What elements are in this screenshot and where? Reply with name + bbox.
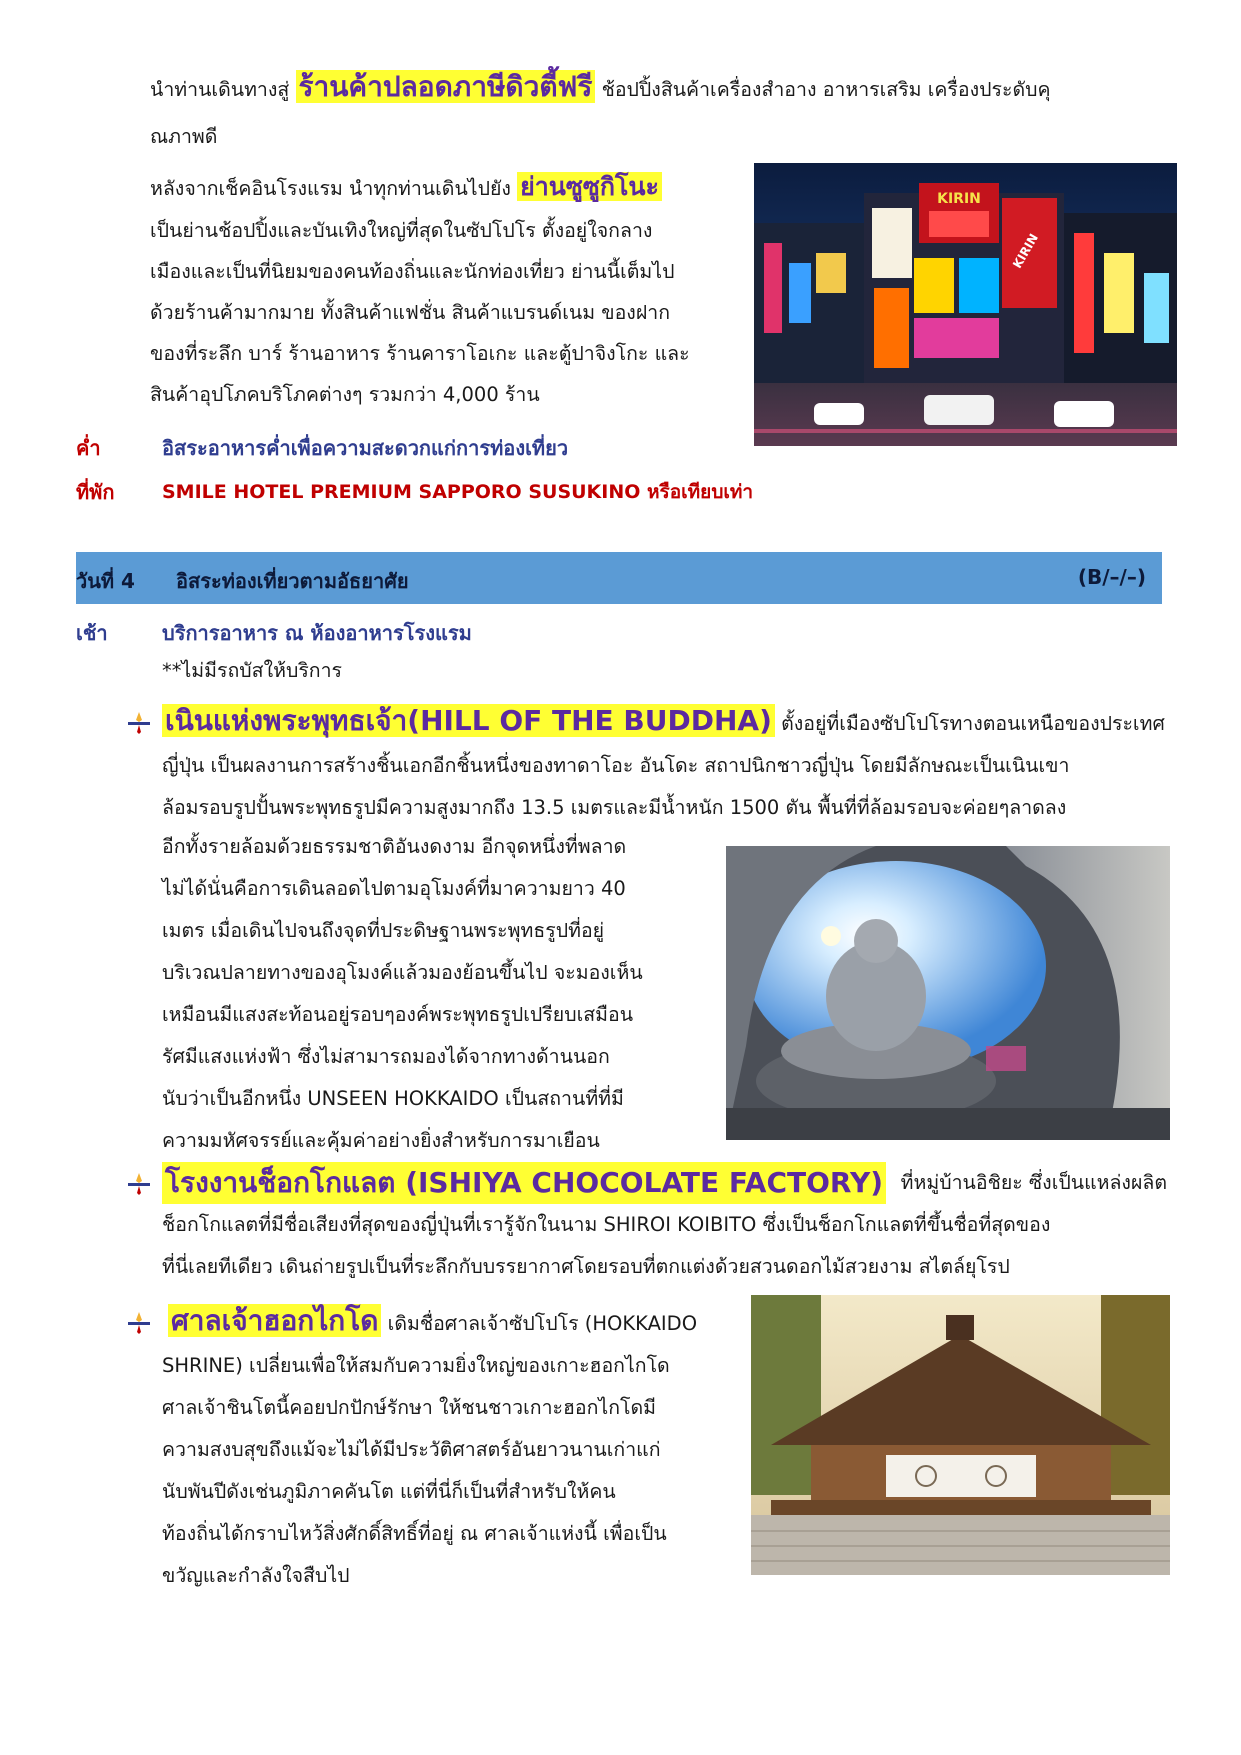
susukino-line: เมืองและเป็นที่นิยมของคนท้องถิ่นและนักท่องเที่ยว ย่านนี้เต็มไป bbox=[150, 260, 675, 283]
dinner-label: ค่ำ bbox=[76, 436, 101, 460]
hotel-name: SMILE HOTEL PREMIUM SAPPORO SUSUKINO bbox=[162, 481, 641, 503]
shrine-line: ขวัญและกำลังใจสืบไป bbox=[162, 1564, 350, 1587]
ishiya-paragraph bbox=[162, 1162, 1167, 1288]
intro-line2: ณภาพดี bbox=[150, 125, 218, 148]
ishiya-line: ที่นี่เลยทีเดียว เดินถ่ายรูปเป็นที่ระลึกกับบรรยากาศโดยรอบที่ตกแต่งด้วยสวนดอกไม้สวยงาม สไตล์ยุโรป bbox=[162, 1255, 1010, 1278]
pin-bullet-icon bbox=[126, 1310, 152, 1338]
day4-meals: (B/–/–) bbox=[1077, 565, 1146, 589]
shrine-paragraph bbox=[162, 1300, 732, 1597]
shrine-line: ความสงบสุขถึงแม้จะไม่ได้มีประวัติศาสตร์อันยาวนานเก่าแก่ bbox=[162, 1438, 661, 1461]
buddha-line: รัศมีแสงแห่งฟ้า ซึ่งไม่สามารถมองได้จากทางด้านนอก bbox=[162, 1045, 610, 1068]
kirin-sign-text: KIRIN bbox=[937, 191, 981, 207]
buddha-line: อีกทั้งรายล้อมด้วยธรรมชาติอันงดงาม อีกจุดหนึ่งที่พลาด bbox=[162, 835, 627, 858]
shrine-line: SHRINE) เปลี่ยนเพื่อให้สมกับความยิ่งใหญ่ของเกาะฮอกไกโด bbox=[162, 1354, 670, 1377]
buddha-line: เหมือนมีแสงสะท้อนอยู่รอบๆองค์พระพุทธรูปเปรียบเสมือน bbox=[162, 1003, 634, 1026]
day4-title: อิสระท่องเที่ยวตามอัธยาศัย bbox=[176, 569, 409, 593]
susukino-line: สินค้าอุปโภคบริโภคต่างๆ รวมกว่า 4,000 ร้าน bbox=[150, 383, 540, 406]
buddha-line: ความมหัศจรรย์และคุ้มค่าอย่างยิ่งสำหรับการมาเยือน bbox=[162, 1129, 600, 1152]
buddha-line: ญี่ปุ่น เป็นผลงานการสร้างชิ้นเอกอีกชิ้นหนึ่งของทาดาโอะ อันโดะ สถาปนิกชาวญี่ปุ่น โดยมีลักษณะเป็นเนินเขา bbox=[162, 754, 1070, 777]
susukino-highlight: ย่านซูซูกิโนะ bbox=[517, 172, 662, 201]
ishiya-line1: ที่หมู่บ้านอิชิยะ ซึ่งเป็นแหล่งผลิต bbox=[900, 1171, 1167, 1194]
shrine-line: ท้องถิ่นได้กราบไหว้สิ่งศักดิ์สิทธิ์ที่อยู่ ณ ศาลเจ้าแห่งนี้ เพื่อเป็น bbox=[162, 1522, 667, 1545]
hokkaido-shrine-photo bbox=[751, 1295, 1170, 1575]
duty-free-highlight: ร้านค้าปลอดภาษีดิวตี้ฟรี bbox=[296, 70, 596, 103]
breakfast-text: บริการอาหาร ณ ห้องอาหารโรงแรม bbox=[162, 621, 472, 645]
hotel-label: ที่พัก bbox=[76, 480, 115, 504]
hotel-line bbox=[162, 477, 753, 507]
hotel-suffix: หรือเทียบเท่า bbox=[640, 481, 754, 503]
buddha-highlight: เนินแห่งพระพุทธเจ้า(HILL OF THE BUDDHA) bbox=[162, 704, 775, 737]
day4-day-label: วันที่ 4 bbox=[76, 569, 135, 593]
buddha-line: บริเวณปลายทางของอุโมงค์แล้วมองย้อนขึ้นไป จะมองเห็น bbox=[162, 961, 643, 984]
pin-bullet-icon bbox=[126, 1171, 152, 1199]
pin-bullet-icon bbox=[126, 710, 152, 738]
ishiya-highlight: โรงงานช็อกโกแลต (ISHIYA CHOCOLATE FACTORY) bbox=[162, 1162, 886, 1204]
buddha-line1: ตั้งอยู่ที่เมืองซัปโปโรทางตอนเหนือของประเทศ bbox=[774, 712, 1165, 735]
shrine-highlight: ศาลเจ้าฮอกไกโด bbox=[168, 1304, 381, 1337]
susukino-pre: หลังจากเช็คอินโรงแรม นำทุกท่านเดินไปยัง bbox=[150, 177, 518, 200]
day4-header-bar bbox=[76, 552, 1162, 604]
intro-text: นำท่านเดินทางสู่ bbox=[150, 78, 296, 101]
intro-paragraph bbox=[150, 66, 1165, 111]
buddha-line: ไม่ได้นั่นคือการเดินลอดไปตามอุโมงค์ที่มาความยาว 40 bbox=[162, 877, 626, 900]
buddha-line: นับว่าเป็นอีกหนึ่ง UNSEEN HOKKAIDO เป็นสถานที่ที่มี bbox=[162, 1087, 624, 1110]
buddha-line: ล้อมรอบรูปปั้นพระพุทธรูปมีความสูงมากถึง 13.5 เมตรและมีน้ำหนัก 1500 ตัน พื้นที่ที่ล้อมรอบจะค่อยๆลาดลง bbox=[162, 796, 1067, 819]
shrine-line1: เดิมชื่อศาลเจ้าซัปโปโร (HOKKAIDO bbox=[381, 1312, 698, 1335]
shrine-line: ศาลเจ้าชินโตนี้คอยปกปักษ์รักษา ให้ชนชาวเกาะฮอกไกโดมี bbox=[162, 1396, 657, 1419]
intro-text-cont: ช้อปปิ้งสินค้าเครื่องสำอาง อาหารเสริม เครื่องประดับคุ bbox=[595, 78, 1051, 101]
susukino-line: เป็นย่านช้อปปิ้งและบันเทิงใหญ่ที่สุดในซัปโปโร ตั้งอยู่ใจกลาง bbox=[150, 219, 653, 242]
no-bus-note: **ไม่มีรถบัสให้บริการ bbox=[162, 659, 343, 682]
dinner-text: อิสระอาหารค่ำเพื่อความสะดวกแก่การท่องเที่ยว bbox=[162, 436, 569, 460]
susukino-line: ของที่ระลึก บาร์ ร้านอาหาร ร้านคาราโอเกะ และตู้ปาจิงโกะ และ bbox=[150, 342, 690, 365]
susukino-line: ด้วยร้านค้ามากมาย ทั้งสินค้าแฟชั่น สินค้าแบรนด์เนม ของฝาก bbox=[150, 301, 670, 324]
buddha-paragraph bbox=[162, 700, 1165, 829]
svg-text:KIRIN: KIRIN bbox=[1010, 231, 1041, 271]
buddha-paragraph-cont bbox=[162, 826, 702, 1162]
ishiya-line: ช็อกโกแลตที่มีชื่อเสียงที่สุดของญี่ปุ่นที่เรารู้จักในนาม SHIROI KOIBITO ซึ่งเป็นช็อกโกแลตที่ขึ้นชื่อที่สุดของ bbox=[162, 1213, 1051, 1236]
buddha-line: เมตร เมื่อเดินไปจนถึงจุดที่ประดิษฐานพระพุทธรูปที่อยู่ bbox=[162, 919, 605, 942]
breakfast-label: เช้า bbox=[76, 621, 108, 645]
susukino-night-photo bbox=[754, 163, 1177, 446]
shrine-line: นับพันปีดังเช่นภูมิภาคคันโต แต่ที่นี่ก็เป็นที่สำหรับให้คน bbox=[162, 1480, 616, 1503]
hill-of-buddha-photo bbox=[726, 846, 1170, 1140]
susukino-paragraph bbox=[150, 166, 730, 415]
